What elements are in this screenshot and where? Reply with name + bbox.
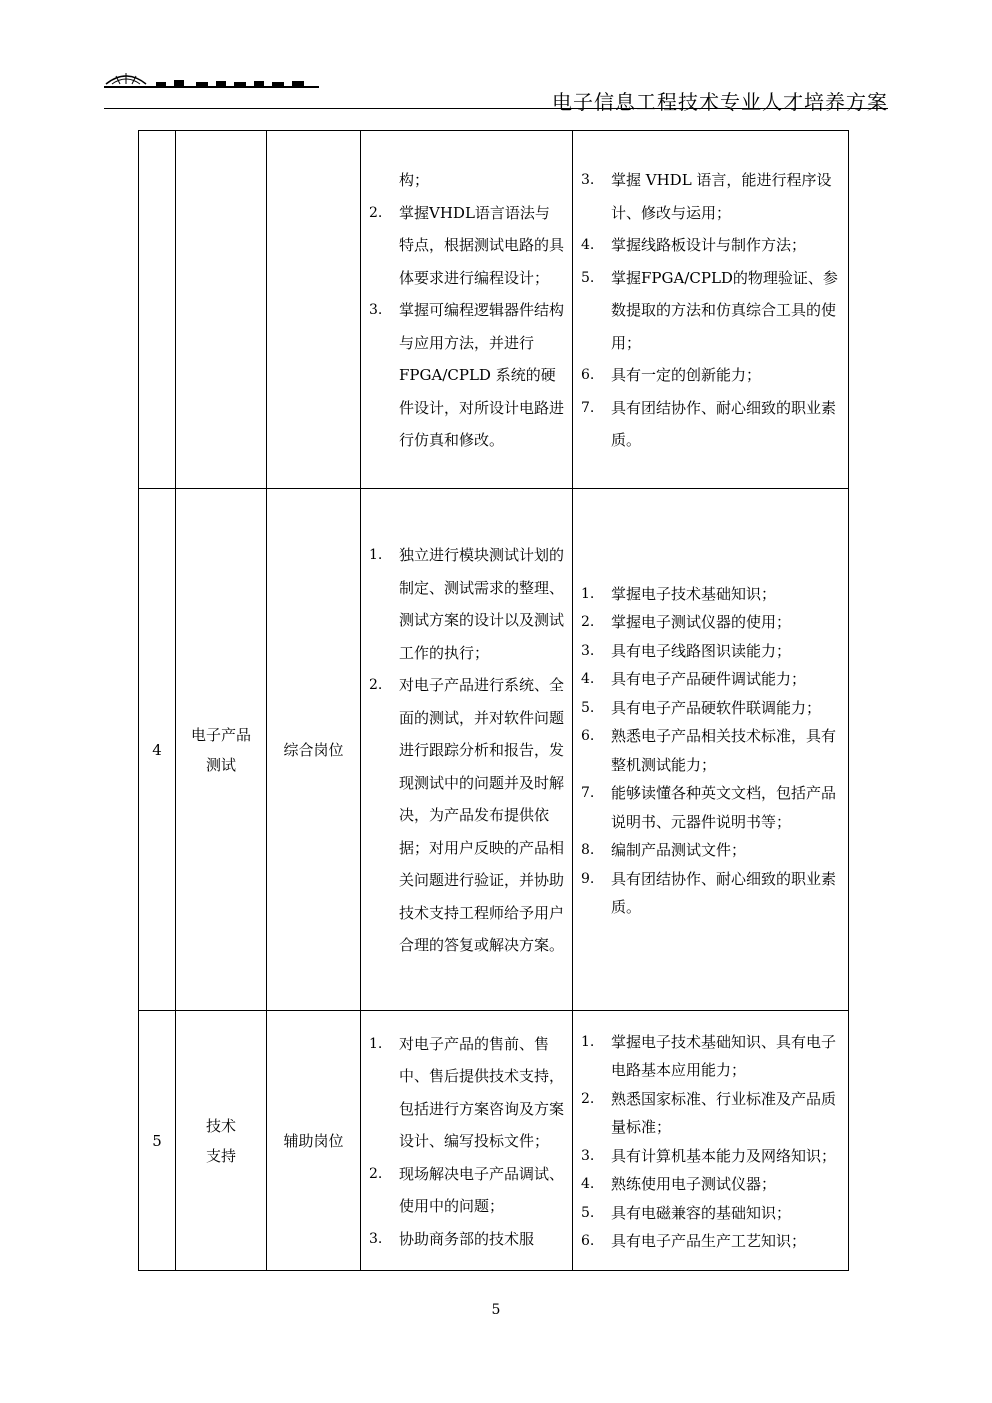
- list-item: 4. 掌握线路板设计与制作方法；: [581, 236, 807, 255]
- task-list: [361, 533, 572, 966]
- position-type: [267, 131, 361, 489]
- list-item: 2. 掌握VHDL语言语法与特点，根据测试电路的具体要求进行编程设计；: [369, 203, 565, 287]
- list-item: 4. 具有电子产品硬件调试能力；: [581, 670, 807, 688]
- table-row: [139, 131, 849, 489]
- list-item: 2. 现场解决电子产品调试、使用中的问题；: [369, 1164, 565, 1216]
- work-tasks-cell: [361, 131, 573, 489]
- task-list: [361, 1022, 572, 1260]
- list-item: 6. 具有电子产品生产工艺知识；: [581, 1232, 807, 1250]
- header-divider: [104, 108, 888, 109]
- ability-list: [573, 1022, 848, 1260]
- list-item: 3. 具有电子线路图识读能力；: [581, 641, 792, 660]
- list-item: 1. 掌握电子技术基础知识；: [581, 584, 777, 603]
- job-name: 技术支持: [176, 1011, 267, 1271]
- task-list: [361, 158, 572, 461]
- list-item: 6. 熟悉电子产品相关技术标准，具有整机测试能力；: [581, 727, 837, 774]
- list-item: 6. 具有一定的创新能力；: [581, 366, 762, 385]
- list-item: 8. 编制产品测试文件；: [581, 841, 747, 859]
- page-number: 5: [491, 1302, 501, 1318]
- list-item: 4. 熟练使用电子测试仪器；: [581, 1175, 777, 1193]
- list-item: 2. 熟悉国家标准、行业标准及产品质量标准；: [581, 1089, 837, 1136]
- ability-list: [573, 574, 848, 926]
- row-number: 4: [139, 489, 176, 1011]
- list-item: 7. 能够读懂各种英文文档，包括产品说明书、元器件说明书等；: [581, 784, 837, 831]
- document-title: 电子信息工程技术专业人才培养方案: [552, 90, 888, 114]
- abilities-cell: [573, 1011, 849, 1271]
- training-table: [138, 130, 849, 1271]
- list-item: 5. 具有电磁兼容的基础知识；: [581, 1203, 792, 1222]
- row-number: 5: [139, 1011, 176, 1271]
- list-item: 1. 独立进行模块测试计划的制定、测试需求的整理、测试方案的设计以及测试工作的执行；: [369, 546, 565, 662]
- list-item: 7. 具有团结协作、耐心细致的职业素质。: [581, 398, 837, 450]
- list-item: 2. 掌握电子测试仪器的使用；: [581, 613, 792, 631]
- job-name: 电子产品测试: [176, 489, 267, 1011]
- position-type: 综合岗位: [267, 489, 361, 1011]
- list-item: 1. 掌握电子技术基础知识、具有电子电路基本应用能力；: [581, 1032, 837, 1079]
- list-item: 2. 对电子产品进行系统、全面的测试，并对软件问题进行跟踪分析和报告，发现测试中的问题并及时解决，为产品发布提供依据；对用户反映的产品相关问题进行验证，并协助技术支持工程师给予用户合理的答复或解决方案。: [369, 676, 565, 955]
- row-number: [139, 131, 176, 489]
- abilities-cell: [573, 131, 849, 489]
- list-item: 构；: [399, 171, 430, 190]
- list-item: 3. 掌握 VHDL 语言，能进行程序设计、修改与运用；: [581, 171, 832, 222]
- table-row: [139, 1011, 849, 1271]
- work-tasks-cell: [361, 1011, 573, 1271]
- list-item: 5. 具有电子产品硬软件联调能力；: [581, 698, 822, 717]
- page-header: [104, 70, 888, 114]
- ability-list: [573, 158, 848, 461]
- list-item: 9. 具有团结协作、耐心细致的职业素质。: [581, 869, 837, 916]
- list-item: 1. 对电子产品的售前、售中、售后提供技术支持，包括进行方案咨询及方案设计、编写投标文件；: [369, 1034, 565, 1151]
- job-name: [176, 131, 267, 489]
- school-logo: [104, 70, 324, 100]
- list-item: 3. 具有计算机基本能力及网络知识；: [581, 1146, 837, 1165]
- list-item: 3. 掌握可编程逻辑器件结构与应用方法，并进行 FPGA/CPLD 系统的硬件设计，对所设计电路进行仿真和修改。: [369, 301, 565, 450]
- work-tasks-cell: [361, 489, 573, 1011]
- list-item: 3. 协助商务部的技术服: [369, 1229, 535, 1248]
- list-item: 5. 掌握FPGA/CPLD的物理验证、参数提取的方法和仿真综合工具的使用；: [581, 268, 838, 352]
- table-row: [139, 489, 849, 1011]
- abilities-cell: [573, 489, 849, 1011]
- position-type: 辅助岗位: [267, 1011, 361, 1271]
